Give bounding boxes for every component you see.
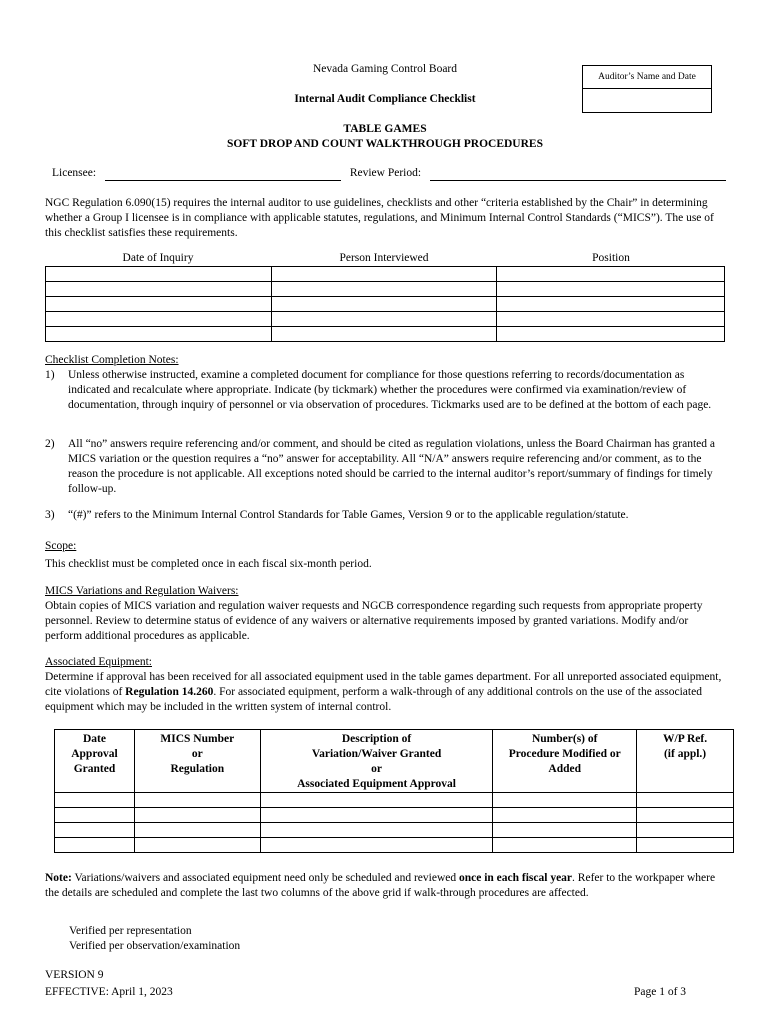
agency-name: Nevada Gaming Control Board	[312, 63, 458, 75]
variance-cell[interactable]	[260, 793, 493, 808]
footer-page-number: Page 1 of 3	[634, 986, 687, 998]
variance-table	[54, 729, 734, 853]
note-emphasis: once in each fiscal year	[458, 872, 573, 884]
header-line: Granted	[73, 763, 116, 775]
variance-cell[interactable]	[637, 808, 734, 823]
verified-representation: Verified per representation	[69, 925, 192, 937]
note-text: All “no” answers require referencing and/or comment, and should be cited as regulation violations, unless the Board Chairman has granted a MICS variation or the question requires a “no” answer for acceptability. All “N/A” answers require referencing and/or comment, as to the reason the procedure is not applicable. All exceptions noted should be carried to the internal auditor’s report/summary of findings for timely follow-up.	[68, 438, 715, 495]
review-period-field[interactable]	[430, 168, 726, 181]
completion-note-1	[45, 368, 725, 413]
inquiry-cell[interactable]	[46, 312, 272, 327]
note-number: 1)	[45, 369, 55, 381]
equipment-text-start: Determine if approval has been received for all associated equipment used in the table games department. For all unreported associated equipment, cite violations of	[45, 671, 722, 698]
variance-cell[interactable]	[493, 838, 637, 853]
table-row	[46, 297, 725, 312]
intro-paragraph: NGC Regulation 6.090(15) requires the internal auditor to use guidelines, checklists and other “criteria established by the Chair” in determining whether a Group I licensee is in compliance with applicable statutes, regulations, and Minimum Internal Control Standards (“MICS”). The use of this checklist satisfies these requirements.	[45, 197, 714, 239]
footer-version: VERSION 9	[45, 969, 104, 981]
header-line: Date	[82, 733, 106, 745]
header-date-approval-granted	[55, 730, 135, 793]
completion-note-3	[45, 508, 725, 523]
header-mics-number	[134, 730, 260, 793]
scope-heading: Scope:	[45, 540, 77, 552]
note-text: Unless otherwise instructed, examine a completed document for compliance for those questions referring to records/documentation as indicated and recalculate where appropriate. Indicate (by tickmark) whether the procedures were confirmed via examination/review of documentation, through inquiry of personnel or via observation of procedures. Tickmarks used are to be defined at the bottom of each page.	[68, 369, 712, 411]
header-wp-ref	[637, 730, 734, 793]
checklist-title: Internal Audit Compliance Checklist	[294, 93, 476, 105]
header-description	[260, 730, 493, 793]
header-date-of-inquiry: Date of Inquiry	[122, 252, 194, 264]
licensee-field[interactable]	[105, 168, 341, 181]
header-line: Description of	[341, 733, 412, 745]
variance-cell[interactable]	[55, 823, 135, 838]
note-text-start: Variations/waivers and associated equipment need only be scheduled and reviewed	[71, 872, 459, 884]
variance-cell[interactable]	[134, 808, 260, 823]
inquiry-cell[interactable]	[46, 297, 272, 312]
header-line: (if appl.)	[663, 748, 707, 760]
note-number: 2)	[45, 438, 55, 450]
completion-notes-heading: Checklist Completion Notes:	[45, 354, 179, 366]
variations-heading: MICS Variations and Regulation Waivers:	[45, 585, 239, 597]
auditor-box-label: Auditor’s Name and Date	[583, 66, 711, 89]
section-title: TABLE GAMES	[343, 123, 427, 135]
table-row	[46, 267, 725, 282]
header-line: MICS Number	[160, 733, 235, 745]
table-row	[55, 808, 734, 823]
header-position: Position	[592, 252, 630, 264]
note-number: 3)	[45, 509, 55, 521]
header-line: Added	[548, 763, 582, 775]
procedure-title: SOFT DROP AND COUNT WALKTHROUGH PROCEDURES	[227, 138, 543, 150]
footer-effective: EFFECTIVE: April 1, 2023	[45, 986, 173, 998]
header-line: Procedure Modified or	[508, 748, 621, 760]
variance-cell[interactable]	[134, 823, 260, 838]
completion-note-2	[45, 437, 725, 497]
inquiry-cell[interactable]	[46, 327, 272, 342]
variance-cell[interactable]	[134, 793, 260, 808]
inquiry-table-container	[45, 251, 725, 342]
variance-cell[interactable]	[55, 838, 135, 853]
inquiry-cell[interactable]	[497, 327, 725, 342]
header-line: W/P Ref.	[663, 733, 708, 745]
variance-cell[interactable]	[260, 808, 493, 823]
verified-observation: Verified per observation/examination	[69, 940, 241, 952]
licensee-label: Licensee:	[52, 167, 97, 179]
variance-cell[interactable]	[493, 793, 637, 808]
inquiry-cell[interactable]	[271, 297, 497, 312]
inquiry-cell[interactable]	[497, 282, 725, 297]
table-row	[55, 823, 734, 838]
table-row	[46, 327, 725, 342]
variations-text: Obtain copies of MICS variation and regulation waiver requests and NGCB correspondence regarding such requests from appropriate property personnel. Review to determine status of evidence of any waivers or alternative requirements imposed by granted variations. Modify and/or perform additional procedures as applicable.	[45, 600, 703, 642]
inquiry-cell[interactable]	[497, 312, 725, 327]
inquiry-cell[interactable]	[271, 327, 497, 342]
variance-cell[interactable]	[637, 838, 734, 853]
auditor-box[interactable]	[582, 65, 712, 113]
regulation-reference: Regulation 14.260	[125, 686, 214, 698]
inquiry-cell[interactable]	[271, 312, 497, 327]
note-text-end: . Refer to the workpaper where the details are scheduled and complete the last two columns of the above grid if walk-through procedures are affected.	[45, 872, 716, 899]
note-label: Note:	[45, 872, 72, 884]
variance-cell[interactable]	[134, 838, 260, 853]
variance-cell[interactable]	[637, 793, 734, 808]
header-line: Variation/Waiver Granted	[311, 748, 442, 760]
header-line: or	[191, 748, 203, 760]
inquiry-cell[interactable]	[497, 267, 725, 282]
review-period-label: Review Period:	[349, 167, 422, 179]
equipment-text-end: . For associated equipment, perform a walk-through of any additional controls on the use of the associated equipment which may be included in the written system of internal control.	[45, 686, 702, 713]
equipment-heading: Associated Equipment:	[45, 656, 152, 668]
variance-cell[interactable]	[637, 823, 734, 838]
inquiry-table	[45, 266, 725, 342]
inquiry-cell[interactable]	[271, 282, 497, 297]
inquiry-cell[interactable]	[497, 297, 725, 312]
variance-cell[interactable]	[55, 808, 135, 823]
header-line: Number(s) of	[531, 733, 598, 745]
table-row	[55, 838, 734, 853]
header-line: Approval	[71, 748, 118, 760]
equipment-text	[45, 670, 725, 715]
inquiry-table-headers	[45, 251, 725, 265]
header-procedure-numbers	[493, 730, 637, 793]
variance-cell[interactable]	[493, 808, 637, 823]
note-paragraph	[45, 871, 725, 901]
inquiry-cell[interactable]	[46, 267, 272, 282]
variance-cell[interactable]	[493, 823, 637, 838]
inquiry-cell[interactable]	[271, 267, 497, 282]
header-person-interviewed: Person Interviewed	[339, 252, 429, 264]
variance-cell[interactable]	[260, 823, 493, 838]
scope-text: This checklist must be completed once in each fiscal six-month period.	[45, 558, 372, 570]
header-line: or	[371, 763, 382, 775]
variance-cell[interactable]	[260, 838, 493, 853]
inquiry-cell[interactable]	[46, 282, 272, 297]
variance-table-header	[55, 730, 734, 793]
note-text: “(#)” refers to the Minimum Internal Control Standards for Table Games, Version 9 or to the applicable regulation/statute.	[68, 509, 629, 521]
header-line: Regulation	[170, 763, 225, 775]
licensee-row	[52, 166, 732, 182]
table-row	[46, 312, 725, 327]
variance-cell[interactable]	[55, 793, 135, 808]
table-row	[55, 793, 734, 808]
header-line: Associated Equipment Approval	[297, 778, 456, 790]
table-row	[46, 282, 725, 297]
